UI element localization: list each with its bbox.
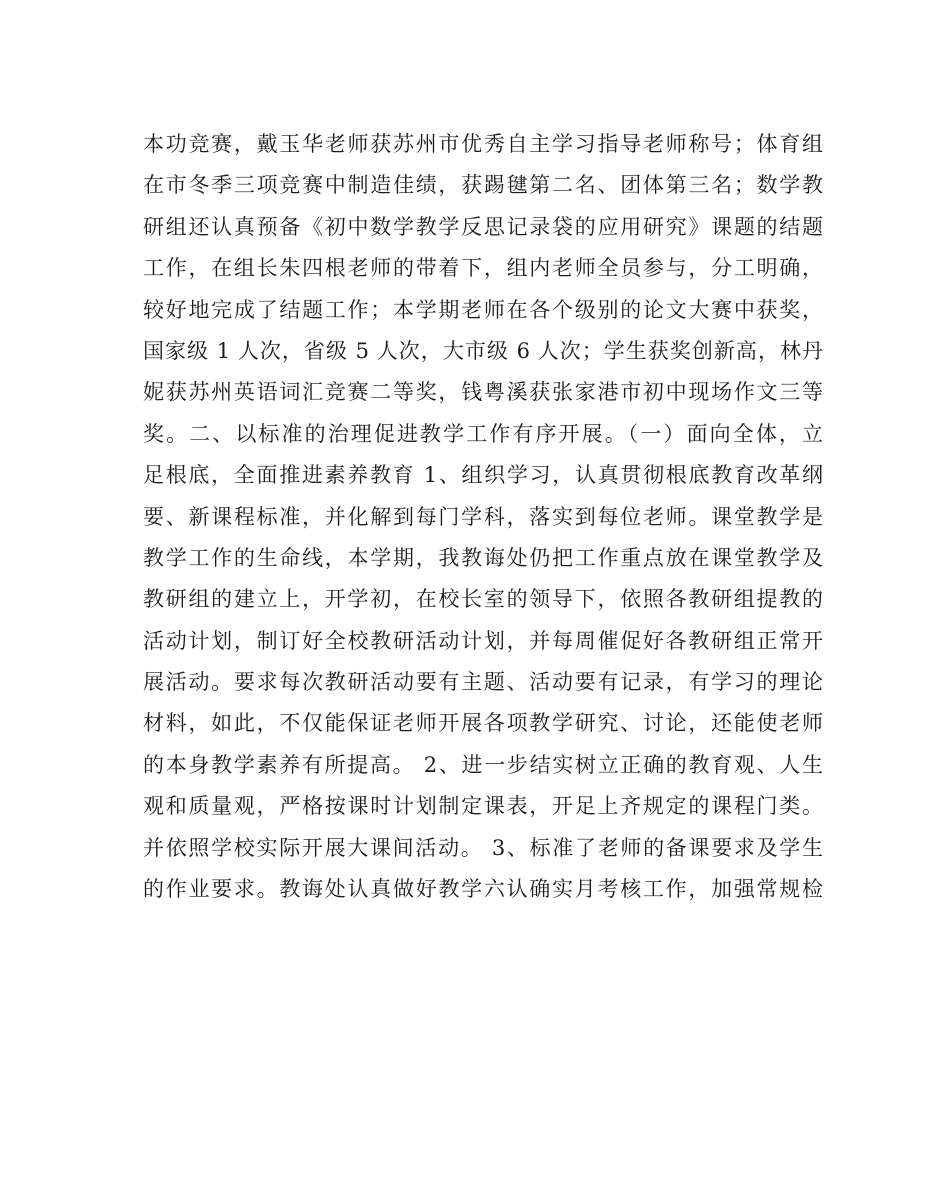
text-line: 本功竞赛，戴玉华老师获苏州市优秀自主学习指导老师称号；体育组 xyxy=(143,132,823,156)
text-line: 研组还认真预备《初中数学教学反思记录袋的应用研究》课题的结题 xyxy=(143,214,823,239)
text-line: 教学工作的生命线，本学期，我教诲处仍把工作重点放在课堂教学及 xyxy=(143,545,823,570)
text-line: 展活动。要求每次教研活动要有主题、活动要有记录，有学习的理论 xyxy=(143,670,823,695)
text-line: 工作，在组长朱四根老师的带着下，组内老师全员参与，分工明确， xyxy=(143,256,823,281)
text-line: 在市冬季三项竞赛中制造佳绩，获踢毽第二名、团体第三名；数学教 xyxy=(143,173,823,198)
text-line: 的本身教学素养有所提高。 2、进一步结实树立正确的教育观、人生 xyxy=(143,752,823,777)
text-line: 国家级 1 人次，省级 5 人次，大市级 6 人次；学生获奖创新高，林丹 xyxy=(143,338,823,363)
text-line: 妮获苏州英语词汇竞赛二等奖，钱粤溪获张家港市初中现场作文三等 xyxy=(143,380,823,405)
text-line: 活动计划，制订好全校教研活动计划，并每周催促好各教研组正常开 xyxy=(143,628,823,653)
text-line: 的作业要求。教诲处认真做好教学六认确实月考核工作，加强常规检 xyxy=(143,877,823,902)
text-line: 奖。二、以标准的治理促进教学工作有序开展。（一）面向全体，立 xyxy=(143,421,823,446)
text-line: 并依照学校实际开展大课间活动。 3、标准了老师的备课要求及学生 xyxy=(143,835,823,860)
text-line: 材料，如此，不仅能保证老师开展各项教学研究、讨论，还能使老师 xyxy=(143,711,823,736)
text-line: 要、新课程标准，并化解到每门学科，落实到每位老师。课堂教学是 xyxy=(143,504,823,529)
text-line: 足根底，全面推进素养教育 1、组织学习，认真贯彻根底教育改革纲 xyxy=(143,463,823,488)
body-text xyxy=(143,124,823,910)
text-line: 观和质量观，严格按课时计划制定课表，开足上齐规定的课程门类。 xyxy=(143,794,823,819)
text-line: 较好地完成了结题工作；本学期老师在各个级别的论文大赛中获奖， xyxy=(143,297,823,322)
text-line: 教研组的建立上，开学初，在校长室的领导下，依照各教研组提教的 xyxy=(143,587,823,612)
